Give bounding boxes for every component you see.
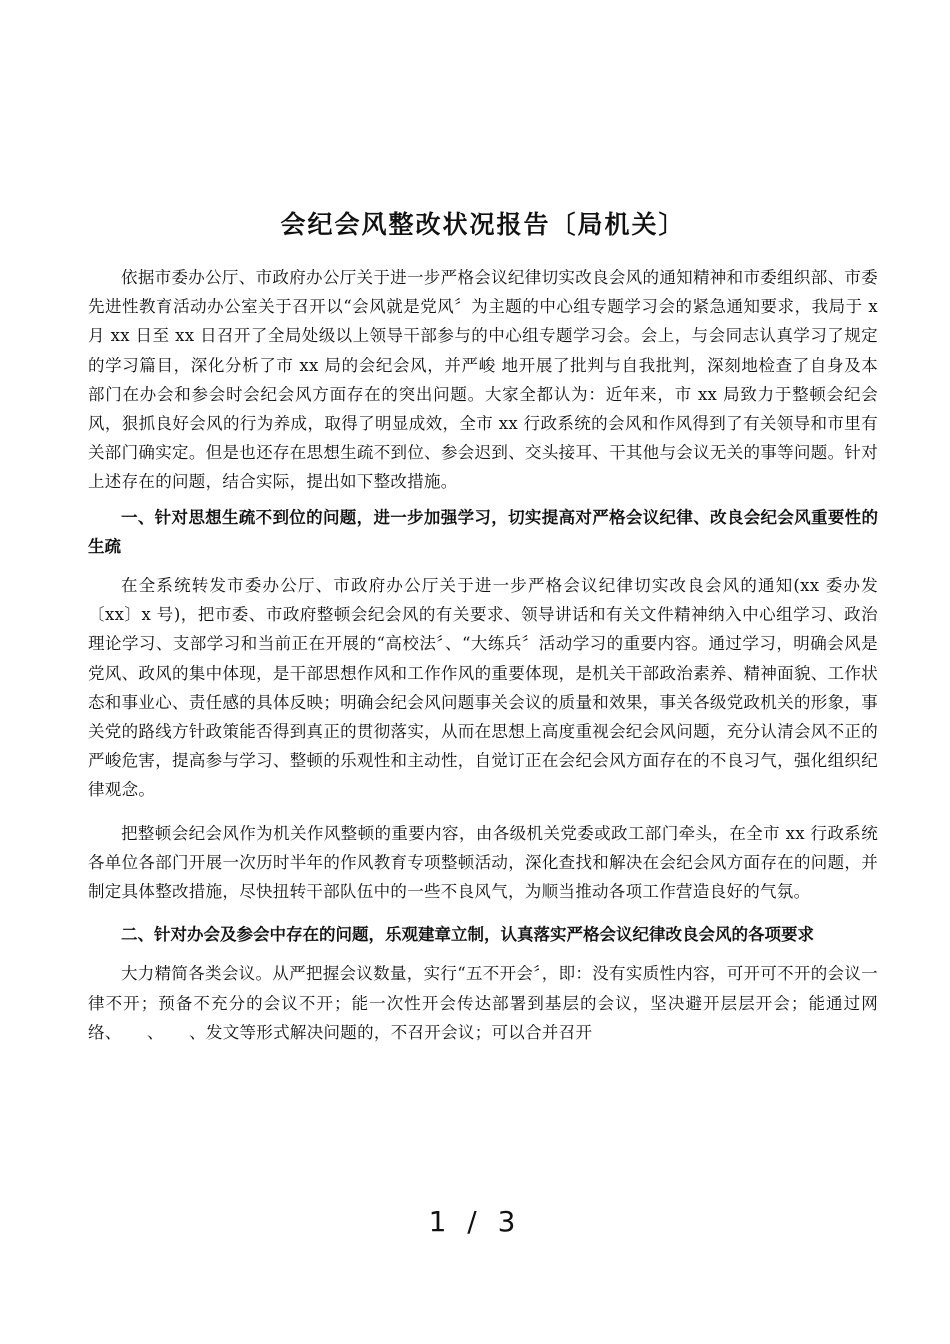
intro-paragraph: 依据市委办公厅、市政府办公厅关于进一步严格会议纪律切实改良会风的通知精神和市委组织部、市委先进性教育活动办公室关于召开以“会风就是党风〞为主题的中心组专题学习会的紧急通知要求，我局于 x 月 xx 日至 xx 日召开了全局处级以上领导干部参与的中心组专题学习会。会上，与会同志认真学习了规定的学习篇目，深化分析了市 xx 局的会纪会风，并严峻 地开展了批判与自我批判，深刻地检查了自身及本部门在办会和参会时会纪会风方面存在的突出问题。大家全都认为：近年来，市 xx 局致力于整顿会纪会风，狠抓良好会风的行为养成，取得了明显成效，全市 xx 行政系统的会风和作风得到了有关领导和市里有关部门确实定。但是也还存在思想生疏不到位、参会迟到、交头接耳、干其他与会议无关的事等问题。针对上述存在的问题，结合实际，提出如下整改措施。: [88, 268, 878, 492]
section2-paragraph-1: 大力精简各类会议。从严把握会议数量，实行“五不开会〞，即：没有实质性内容，可开可不开的会议一律不开；预备不充分的会议不开；能一次性开会传达部署到基层的会议，坚决避开层层开会；能通过网络、 、 、发文等形式解决问题的，不召开会议；可以合并召开: [88, 964, 878, 1042]
section-heading-2: 二、针对办会及参会中存在的问题，乐观建章立制，认真落实严格会议纪律改良会风的各项要求: [121, 925, 814, 945]
document-title: 会纪会风整改状况报告〔局机关〕: [280, 210, 686, 239]
document-page: [88, 205, 878, 1053]
section-heading-1: 一、针对思想生疏不到位的问题，进一步加强学习，切实提高对严格会议纪律、改良会纪会风重要性的生疏: [88, 507, 878, 556]
page-number: 1 / 3: [428, 1205, 522, 1238]
section1-paragraph-2: 把整顿会纪会风作为机关作风整顿的重要内容，由各级机关党委或政工部门牵头，在全市 xx 行政系统各单位各部门开展一次历时半年的作风教育专项整顿活动，深化查找和解决在会纪会风方面存在的问题，并制定具体整改措施，尽快扭转干部队伍中的一些不良风气，为顺当推动各项工作营造良好的气氛。: [88, 823, 878, 902]
section1-paragraph-1: 在全系统转发市委办公厅、市政府办公厅关于进一步严格会议纪律切实改良会风的通知(xx 委办发〔xx〕x 号)，把市委、市政府整顿会纪会风的有关要求、领导讲话和有关文件精神纳入中心组学习、政治理论学习、支部学习和当前正在开展的“高校法〞、“大练兵〞活动学习的重要内容。通过学习，明确会风是党风、政风的集中体现，是干部思想作风和工作作风的重要体现，是机关干部政治素养、精神面貌、工作状态和事业心、责任感的具体反映；明确会纪会风问题事关会议的质量和效果，事关各级党政机关的形象，事关党的路线方针政策能否得到真正的贯彻落实，从而在思想上高度重视会纪会风问题，充分认清会风不正的严峻危害，提高参与学习、整顿的乐观性和主动性，自觉订正在会纪会风方面存在的不良习气，强化组织纪律观念。: [88, 576, 878, 800]
